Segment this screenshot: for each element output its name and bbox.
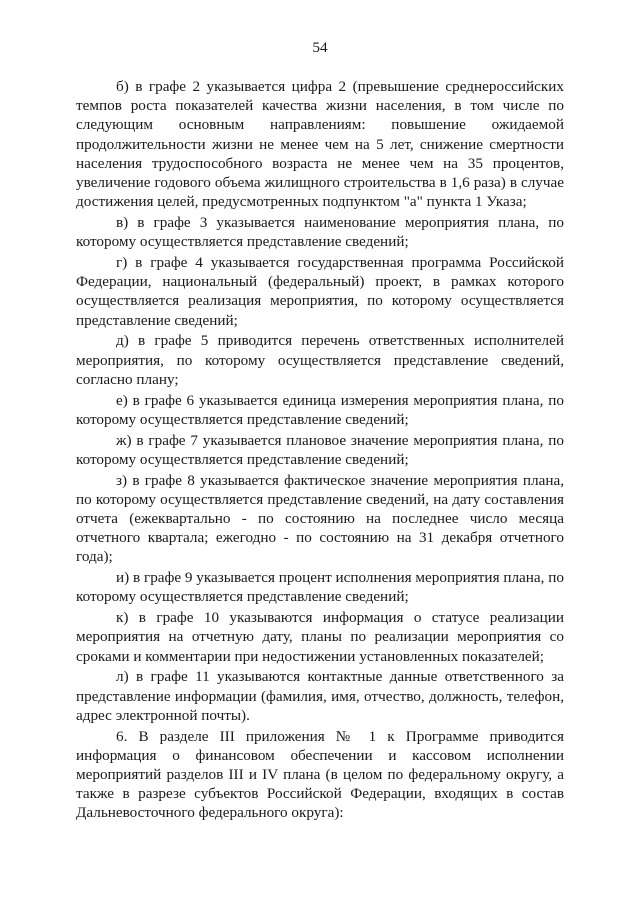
paragraph-g: г) в графе 4 указывается государственная программа Российской Федерации, национальный (федеральный) проект, в рамках которого осуществляется реализация мероприятия, по которому осуществляется представление сведений; [76,254,564,329]
paragraph-k: к) в графе 10 указываются информация о статусе реализации мероприятия на отчетную дату, планы по реализации мероприятия со сроками и комментарии при недостижении установленных показателей; [76,609,564,665]
paragraph-section-6: 6. В разделе III приложения № 1 к Программе приводится информация о финансовом обеспечении и кассовом исполнении мероприятий разделов III и IV плана (в целом по федеральному округу, а также в разрезе субъектов Российской Федерации, входящих в состав Дальневосточного федерального округа): [76,727,564,822]
paragraph-i: и) в графе 9 указывается процент исполнения мероприятия плана, по которому осуществляется представление сведений; [76,569,564,606]
paragraph-l: л) в графе 11 указываются контактные данные ответственного за представление информации (фамилия, имя, отчество, должность, телефон, адрес электронной почты). [76,668,564,724]
paragraph-z: з) в графе 8 указывается фактическое значение мероприятия плана, по которому осуществляется представление сведений, на дату составления отчета (ежеквартально - по состоянию на последнее число месяца отчетного квартала; ежегодно - по состоянию на 31 декабря отчетного года); [76,471,564,566]
document-body [76,77,564,824]
page-number: 54 [312,39,328,56]
paragraph-d: д) в графе 5 приводится перечень ответственных исполнителей мероприятия, по которому осуществляется представление сведений, согласно плану; [76,332,564,388]
paragraph-zh: ж) в графе 7 указывается плановое значение мероприятия плана, по которому осуществляется представление сведений; [76,431,564,468]
paragraph-b: б) в графе 2 указывается цифра 2 (превышение среднероссийских темпов роста показателей качества жизни населения, в том числе по следующим основным направлениям: повышение ожидаемой продолжительности жизни не менее чем на 5 лет, снижение смертности населения трудоспособного возраста не менее чем на 35 процентов, увеличение годового объема жилищного строительства в 1,6 раза) в случае достижения целей, предусмотренных подпунктом "а" пункта 1 Указа; [76,78,564,211]
paragraph-e: е) в графе 6 указывается единица измерения мероприятия плана, по которому осуществляется представление сведений; [76,391,564,428]
paragraph-v: в) в графе 3 указывается наименование мероприятия плана, по которому осуществляется представление сведений; [76,214,564,251]
